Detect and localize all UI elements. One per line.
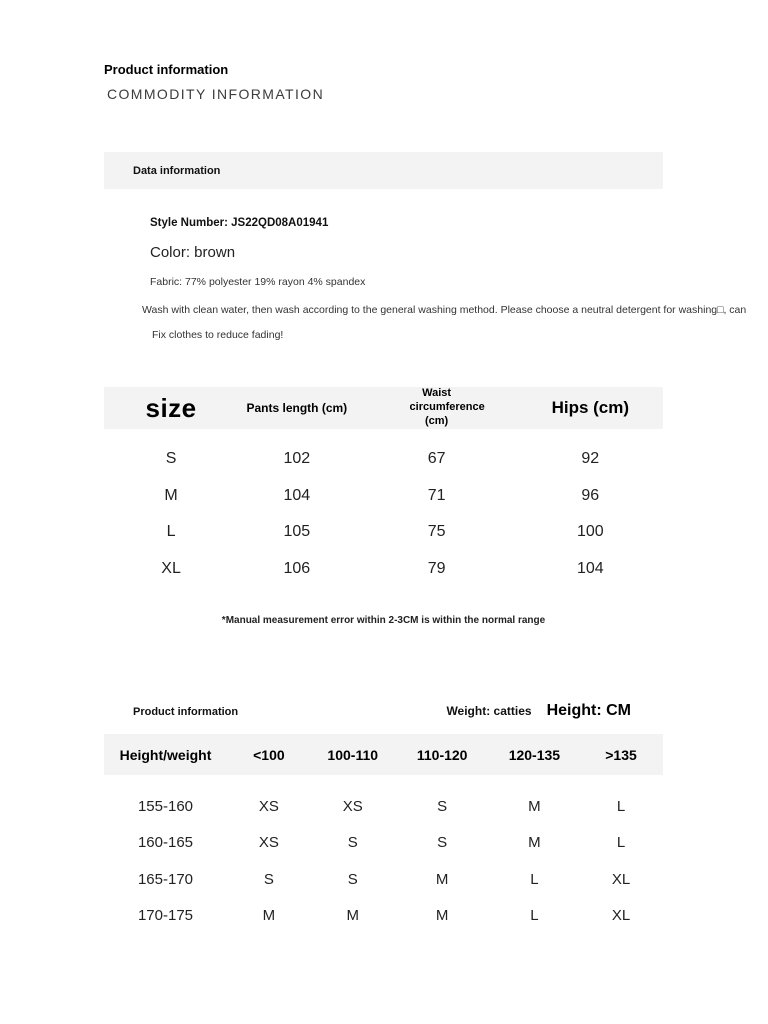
table-row xyxy=(104,441,663,478)
table-row xyxy=(104,861,663,898)
size-rec-cell: M xyxy=(528,834,541,852)
size-rec-cell: S xyxy=(263,870,274,888)
size-rec-cell: L xyxy=(616,834,626,852)
size-rec-cell: XS xyxy=(342,797,363,815)
height-range-cell: 160-165 xyxy=(137,834,194,852)
size-rec-cell: M xyxy=(262,907,276,925)
size-rec-cell: L xyxy=(616,797,626,815)
weight-unit-label: Weight: catties xyxy=(446,704,532,718)
pants-length-cell: 106 xyxy=(283,559,311,577)
size-table-header-row xyxy=(104,387,663,429)
page-title: Product information xyxy=(104,62,229,77)
size-rec-cell: L xyxy=(530,907,539,925)
size-rec-cell: L xyxy=(530,870,539,888)
size-rec-cell: M xyxy=(435,907,449,925)
size-cell: XL xyxy=(161,559,181,577)
fit-table xyxy=(104,734,663,934)
fit-table-body xyxy=(104,788,663,934)
height-weight-header: Height/weight xyxy=(119,746,212,763)
size-rec-cell: XS xyxy=(258,797,279,815)
size-rec-cell: M xyxy=(435,870,449,888)
height-range-cell: 170-175 xyxy=(137,907,194,925)
size-rec-cell: S xyxy=(437,797,448,815)
data-information-label: Data information xyxy=(133,164,221,177)
table-row xyxy=(104,514,663,551)
size-table xyxy=(104,387,663,626)
weight-range-header: <100 xyxy=(253,746,285,763)
height-unit-label: Height: CM xyxy=(546,702,631,719)
height-range-cell: 165-170 xyxy=(137,870,194,888)
size-cell: L xyxy=(166,523,176,541)
size-rec-cell: XL xyxy=(611,907,631,925)
waist-cell: 79 xyxy=(427,559,446,577)
size-rec-cell: S xyxy=(347,870,358,888)
pants-length-cell: 102 xyxy=(283,450,311,468)
fabric-info: Fabric: 77% polyester 19% rayon 4% spandex xyxy=(150,276,366,288)
size-cell: S xyxy=(165,450,177,468)
pants-length-cell: 105 xyxy=(283,523,311,541)
table-row xyxy=(104,898,663,935)
weight-range-header: 100-110 xyxy=(327,746,379,763)
page-subtitle: COMMODITY INFORMATION xyxy=(107,86,325,102)
waist-cell: 75 xyxy=(427,523,446,541)
hips-header: Hips (cm) xyxy=(551,398,630,417)
data-information-header xyxy=(104,152,663,189)
hips-cell: 104 xyxy=(576,559,604,577)
fit-table-header-row xyxy=(104,734,663,775)
hips-cell: 100 xyxy=(576,523,604,541)
size-rec-cell: S xyxy=(437,834,448,852)
waist-circumference-header: Waist circumference (cm) xyxy=(409,387,485,427)
measurement-footnote: *Manual measurement error within 2-3CM is within the normal range xyxy=(221,615,546,626)
product-info-page xyxy=(104,0,747,934)
waist-cell: 67 xyxy=(427,450,446,468)
size-rec-cell: XL xyxy=(611,870,631,888)
hips-cell: 96 xyxy=(581,486,600,504)
size-table-body xyxy=(104,441,663,587)
wash-instructions: Wash with clean water, then wash according to the general washing method. Please choose a neutral detergent for washing□, can xyxy=(142,304,747,316)
wash-instructions-line2: Fix clothes to reduce fading! xyxy=(152,329,284,341)
pants-length-header: Pants length (cm) xyxy=(246,401,348,415)
color-value: Color: brown xyxy=(150,244,236,261)
size-rec-cell: XS xyxy=(258,834,279,852)
weight-range-header: >135 xyxy=(605,746,637,763)
product-details xyxy=(104,217,747,341)
table-row xyxy=(104,788,663,825)
size-rec-cell: S xyxy=(347,834,358,852)
hips-cell: 92 xyxy=(581,450,600,468)
size-cell: M xyxy=(164,486,178,504)
fit-section-header xyxy=(104,702,663,720)
pants-length-cell: 104 xyxy=(283,486,311,504)
fit-units xyxy=(446,702,663,720)
weight-range-header: 120-135 xyxy=(508,746,561,763)
style-number: Style Number: JS22QD08A01941 xyxy=(150,217,329,229)
waist-cell: 71 xyxy=(427,486,446,504)
height-range-cell: 155-160 xyxy=(137,797,194,815)
table-row xyxy=(104,825,663,862)
weight-range-header: 110-120 xyxy=(416,746,468,763)
fit-section-label: Product information xyxy=(133,706,239,718)
size-header: size xyxy=(145,392,197,423)
size-rec-cell: M xyxy=(528,797,541,815)
size-rec-cell: M xyxy=(346,907,359,925)
table-row xyxy=(104,478,663,515)
table-row xyxy=(104,551,663,588)
